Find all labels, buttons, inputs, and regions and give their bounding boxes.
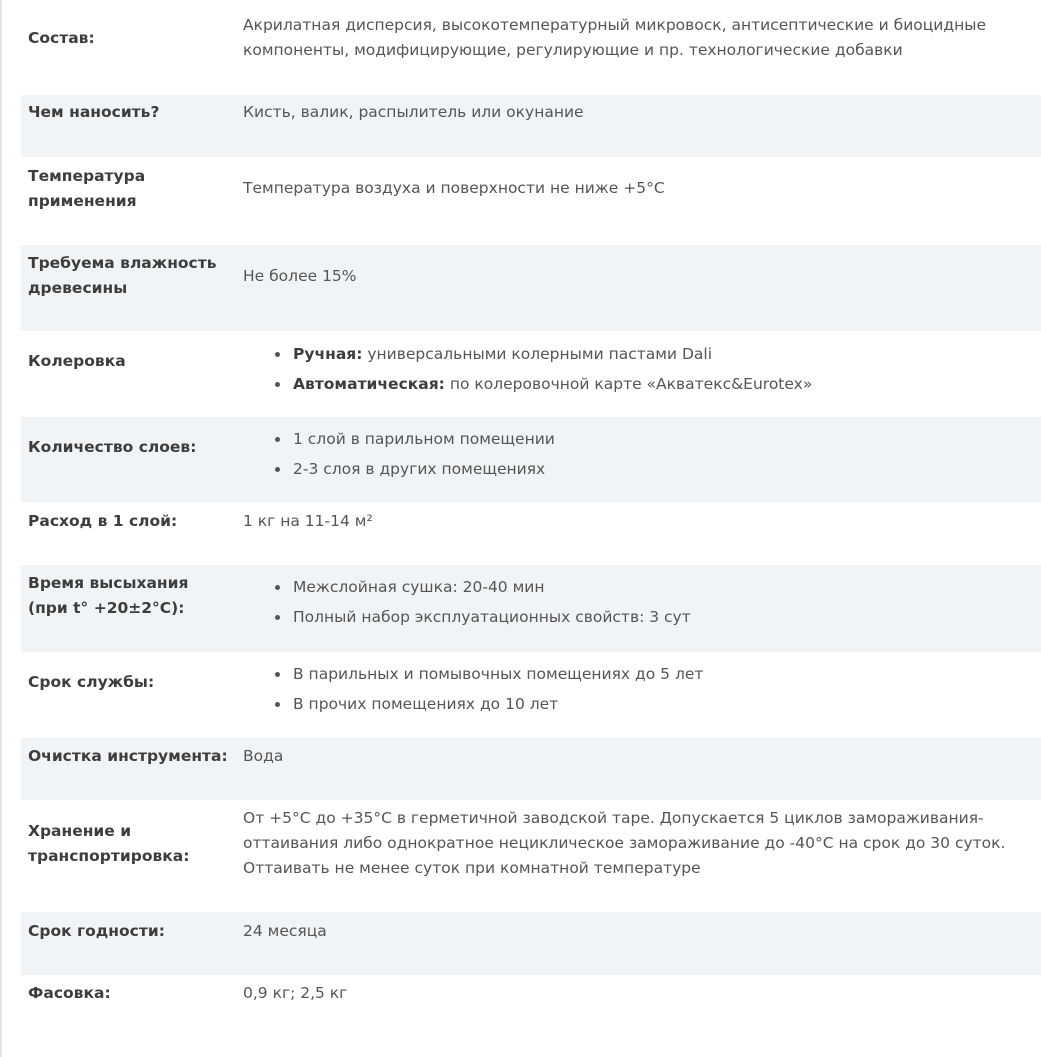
list-item: 2-3 слоя в других помещениях	[243, 454, 1033, 484]
list-item: В парильных и помывочных помещениях до 5 лет	[243, 659, 1033, 689]
list-item: Полный набор эксплуатационных свойств: 3 сут	[243, 602, 1033, 632]
spec-value: 0,9 кг; 2,5 кг	[243, 984, 348, 1002]
spec-row-tool-cleaning	[21, 738, 1041, 800]
page-left-border	[0, 0, 2, 1057]
spec-row-drying-time	[21, 565, 1041, 652]
spec-value: От +5°С до +35°С в герметичной заводской таре. Допускается 5 циклов замораживания-оттаивания либо однократное нециклическое замораживание до -40°С на срок до 30 суток. Оттаивать не менее суток при комнатной температуре	[243, 809, 1006, 877]
specifications-table	[21, 0, 1041, 1057]
spec-label: Фасовка:	[28, 984, 111, 1002]
spec-value: Температура воздуха и поверхности не ниже +5°С	[243, 179, 665, 197]
spec-value-list	[243, 424, 1033, 484]
spec-value: 24 месяца	[243, 922, 327, 940]
spec-label: Температура применения	[28, 167, 146, 210]
spec-label: Колеровка	[28, 352, 126, 370]
list-item	[243, 369, 1033, 399]
spec-row-application-temperature	[21, 157, 1041, 245]
spec-value-list	[243, 572, 1033, 632]
spec-row-shelf-life	[21, 912, 1041, 975]
spec-row-composition	[21, 0, 1041, 95]
spec-label: Количество слоев:	[28, 438, 197, 456]
spec-value: Кисть, валик, распылитель или окунание	[243, 103, 584, 121]
list-item-bold: Автоматическая:	[293, 375, 445, 393]
spec-label: Срок службы:	[28, 673, 155, 691]
list-item-bold: Ручная:	[293, 345, 363, 363]
spec-label: Состав:	[28, 29, 95, 47]
list-item: В прочих помещениях до 10 лет	[243, 689, 1033, 719]
spec-row-coats-count	[21, 417, 1041, 502]
list-item	[243, 339, 1033, 369]
list-item: 1 слой в парильном помещении	[243, 424, 1033, 454]
spec-value: Не более 15%	[243, 267, 357, 285]
spec-row-packaging	[21, 975, 1041, 1057]
spec-label: Время высыхания (при t° +20±2°С):	[28, 574, 189, 617]
list-item: Межслойная сушка: 20-40 мин	[243, 572, 1033, 602]
spec-row-service-life	[21, 652, 1041, 738]
spec-label: Очистка инструмента:	[28, 747, 228, 765]
spec-row-storage-transport	[21, 800, 1041, 912]
spec-label: Требуема влажность древесины	[28, 254, 217, 297]
spec-value: Вода	[243, 747, 284, 765]
spec-value: Акрилатная дисперсия, высокотемпературный микровоск, антисептические и биоцидные компоненты, модифицирующие, регулирующие и пр. технологические добавки	[243, 16, 987, 59]
spec-row-tinting	[21, 331, 1041, 417]
spec-label: Срок годности:	[28, 922, 165, 940]
spec-label: Чем наносить?	[28, 103, 160, 121]
spec-value-list	[243, 659, 1033, 719]
list-item-text: по колеровочной карте «Акватекс&Eurotex»	[444, 375, 813, 393]
spec-value: 1 кг на 11-14 м²	[243, 512, 373, 530]
spec-row-consumption	[21, 502, 1041, 565]
spec-value-list	[243, 339, 1033, 399]
spec-row-application-method	[21, 95, 1041, 157]
spec-label: Расход в 1 слой:	[28, 512, 178, 530]
spec-label: Хранение и транспортировка:	[28, 822, 190, 865]
spec-row-wood-moisture	[21, 245, 1041, 331]
list-item-text: универсальными колерными пастами Dali	[362, 345, 712, 363]
